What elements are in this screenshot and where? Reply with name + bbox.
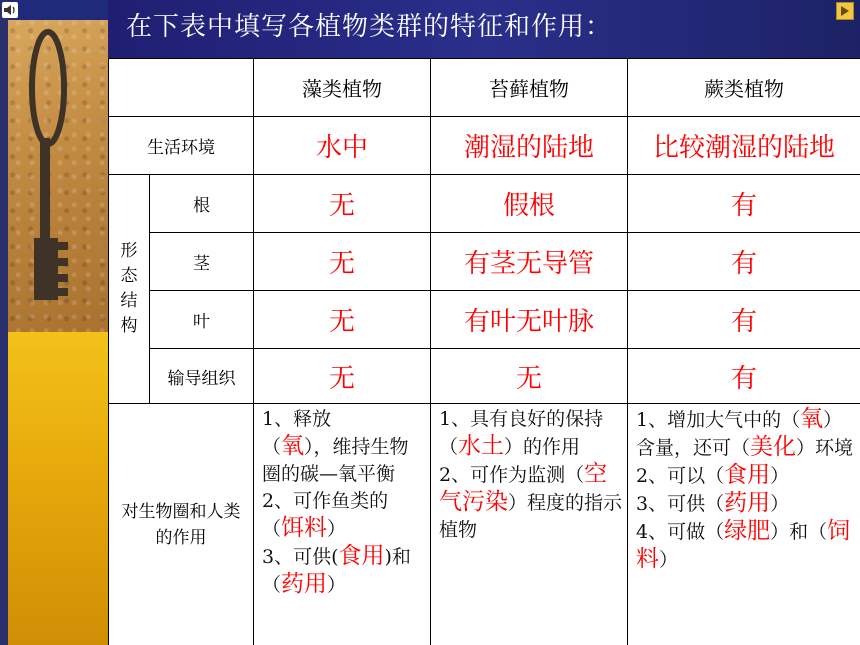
role-text: ） xyxy=(770,493,790,515)
fill-answer: 食用 xyxy=(338,543,385,569)
antique-key-photo xyxy=(0,20,108,332)
left-decoration xyxy=(0,0,108,645)
answer-cell: 假根 xyxy=(431,175,628,233)
features-table-area xyxy=(108,58,860,645)
speaker-icon[interactable] xyxy=(2,2,18,18)
fill-answer: 氧 xyxy=(800,406,824,432)
role-text: ）程度的指示植物 xyxy=(439,492,623,541)
row-label-vascular: 输导组织 xyxy=(150,349,254,404)
fill-answer: 药用 xyxy=(724,490,771,516)
answer-cell: 无 xyxy=(254,349,431,404)
plant-features-table xyxy=(108,58,860,645)
col-header-moss: 苔藓植物 xyxy=(431,59,628,117)
fill-answer: 食用 xyxy=(724,462,771,488)
title-bar xyxy=(108,0,860,58)
answer-cell: 有 xyxy=(628,175,860,233)
role-text: ）和（ xyxy=(770,521,828,543)
roles-moss xyxy=(431,404,628,645)
role-text: （ xyxy=(262,436,282,458)
role-text: 4、可做（ xyxy=(636,521,725,543)
answer-cell: 有叶无叶脉 xyxy=(431,291,628,349)
answer-cell: 无 xyxy=(254,175,431,233)
answer-cell: 无 xyxy=(254,291,431,349)
fill-answer: 空气污染 xyxy=(439,461,608,515)
col-header-fern: 蕨类植物 xyxy=(628,59,860,117)
answer-cell: 有 xyxy=(628,291,860,349)
role-text: ），维持生物圈的碳—氧平衡 xyxy=(262,436,409,485)
left-stripe xyxy=(0,0,8,645)
play-next-icon[interactable] xyxy=(836,2,854,20)
role-text: )和（ xyxy=(262,546,411,596)
group-label-morphology xyxy=(109,175,150,404)
answer-cell: 无 xyxy=(431,349,628,404)
row-stem xyxy=(109,233,860,291)
row-label-leaf: 叶 xyxy=(150,291,254,349)
key-icon xyxy=(0,20,108,332)
row-root xyxy=(109,175,860,233)
row-label-root: 根 xyxy=(150,175,254,233)
fill-answer: 药用 xyxy=(281,571,328,597)
answer-cell: 无 xyxy=(254,233,431,291)
row-roles xyxy=(109,404,860,645)
gold-bar xyxy=(0,332,108,645)
role-text: ） xyxy=(327,518,347,540)
role-text: ） xyxy=(327,574,347,596)
role-text: ） xyxy=(770,465,790,487)
role-text: ）的作用 xyxy=(504,436,581,458)
header-row xyxy=(109,59,860,117)
fill-answer: 氧 xyxy=(281,433,305,459)
role-text: 2、可以（ xyxy=(636,465,725,487)
role-text: 1、增加大气中的（ xyxy=(636,409,801,431)
role-text: 2、可作为监测（ xyxy=(439,464,585,486)
answer-cell: 潮湿的陆地 xyxy=(431,117,628,175)
fill-answer: 绿肥 xyxy=(724,518,771,544)
answer-cell: 有 xyxy=(628,233,860,291)
answer-cell: 比较潮湿的陆地 xyxy=(628,117,860,175)
row-label-environment: 生活环境 xyxy=(109,117,254,175)
answer-cell: 水中 xyxy=(254,117,431,175)
answer-cell: 有茎无导管 xyxy=(431,233,628,291)
row-environment xyxy=(109,117,860,175)
corner-cell xyxy=(109,59,254,117)
role-text: 1、具有良好的保持（ xyxy=(439,408,604,458)
row-vascular xyxy=(109,349,860,404)
fill-answer: 饵料 xyxy=(281,515,328,541)
roles-algae xyxy=(254,404,431,645)
answer-cell: 有 xyxy=(628,349,860,404)
roles-fern xyxy=(628,404,860,645)
fill-answer: 水土 xyxy=(458,433,505,459)
role-text: 1、释放 xyxy=(262,408,332,430)
col-header-algae: 藻类植物 xyxy=(254,59,431,117)
role-text: ） xyxy=(659,549,679,571)
role-text: ）含量，还可（ xyxy=(636,409,843,459)
group-label-text: 形态结构 xyxy=(120,241,138,336)
role-text: 2、可作鱼类的（ xyxy=(262,490,389,540)
page-title: 在下表中填写各植物类群的特征和作用： xyxy=(126,12,613,42)
row-label-stem: 茎 xyxy=(150,233,254,291)
role-text: 3、可供( xyxy=(262,546,339,568)
role-text: 3、可供（ xyxy=(636,493,725,515)
fill-answer: 饲料 xyxy=(636,518,851,572)
row-label-roles: 对生物圈和人类的作用 xyxy=(109,404,254,645)
fill-answer: 美化 xyxy=(750,434,797,460)
role-text: ）环境 xyxy=(796,437,854,459)
row-leaf xyxy=(109,291,860,349)
